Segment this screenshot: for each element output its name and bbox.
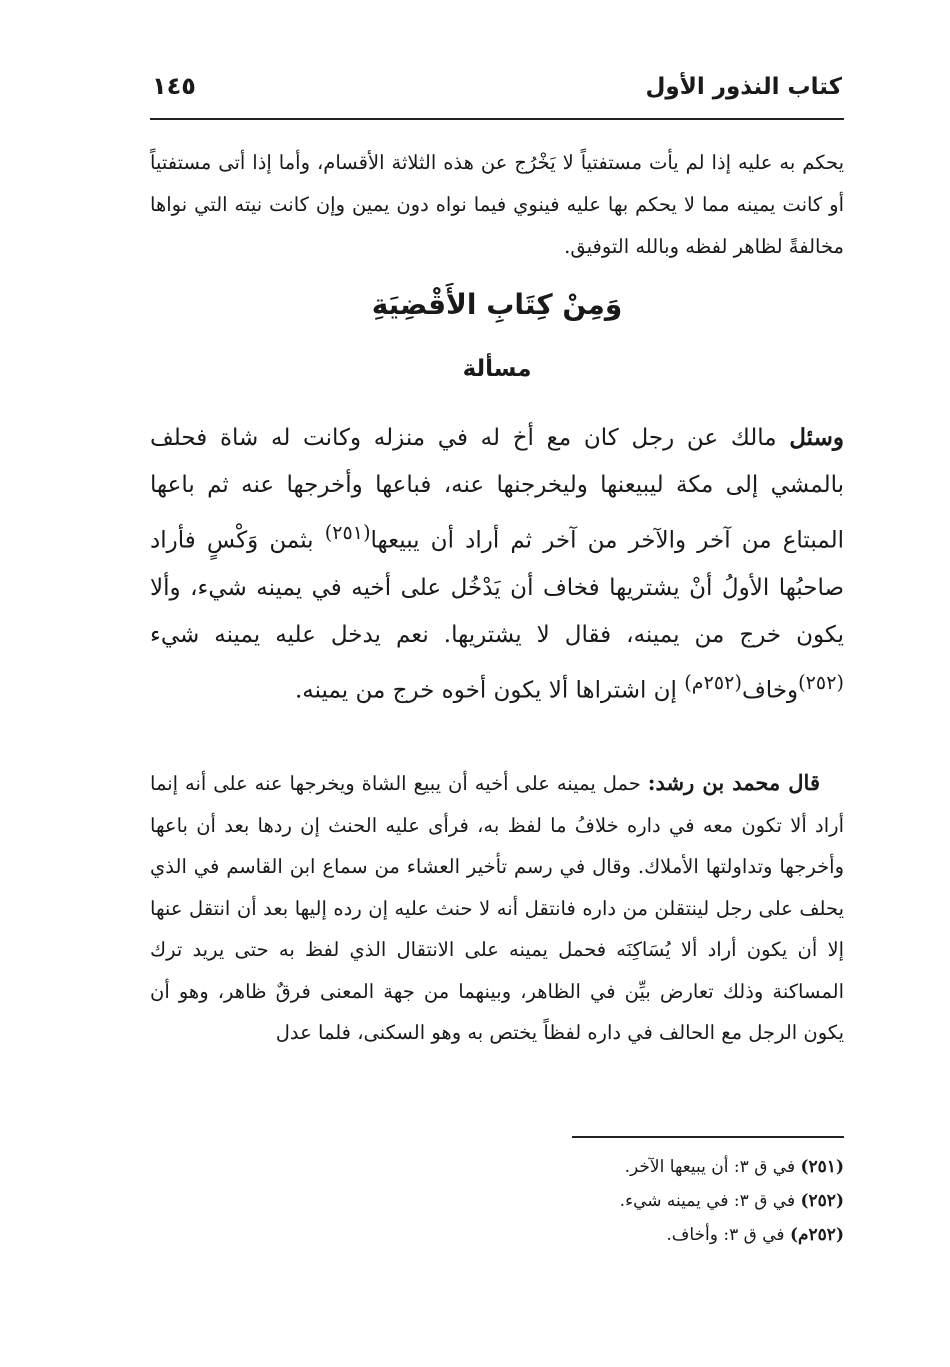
- running-title: كتاب النذور الأول: [645, 74, 842, 100]
- footnote-ref-252: (٢٥٢): [798, 670, 844, 694]
- footnote-item: [150, 1218, 844, 1252]
- footnote-text: في ق ٣: أن يبيعها الآخر.: [624, 1157, 801, 1177]
- footnote-number: (٢٥١): [800, 1157, 844, 1177]
- intro-paragraph: [150, 142, 844, 268]
- page-header: [152, 72, 842, 116]
- question-paragraph: [150, 414, 844, 714]
- question-text-3: وخاف: [741, 677, 799, 704]
- commentary-paragraph: [150, 762, 844, 1054]
- intro-text: يحكم به عليه إذا لم يأت مستفتياً لا يَخْرُج عن هذه الثلاثة الأقسام، وأما إذا أتى مستفتياً أو كانت يمينه مما لا يحكم بها عليه فينوي فيما نواه دون يمين وإن كانت نيته التي نواها مخالفةً لظاهر لفظه وبالله التوفيق.: [150, 151, 844, 258]
- question-lead: وسئل: [789, 424, 844, 451]
- question-text-1: مالك عن رجل كان مع أخ له في منزله وكانت له شاة فحلف بالمشي إلى مكة ليبيعنها وليخرجنها عنه، فباعها وأخرجها عنه ثم باعها المبتاع من آخر والآخر من آخر ثم أراد أن يبيعها: [150, 425, 845, 554]
- issue-heading: مسألة: [462, 356, 532, 382]
- commentary-text: حمل يمينه على أخيه أن يبيع الشاة ويخرجها عنه على أنه إنما أراد ألا تكون معه في داره خلافُ ما لفظ به، فرأى عليه الحنث إن ردها بعد أن باعها وأخرجها وتداولتها الأملاك. وقال في رسم تأخير العشاء من سماع ابن القاسم في الذي يحلف على رجل لينتقلن من داره فانتقل أنه لا حنث عليه إن رده إليها بعد أن انتقل عنها إلا أن يكون أراد ألا يُسَاكِنَه فحمل يمينه على الانتقال الذي لفظ به حتى يريد ترك المساكنة وذلك تعارض بيِّن في الظاهر، وبينهما من جهة المعنى فرقٌ ظاهر، وهو أن يكون الرجل مع الحالف في داره لفظاً يختص به وهو السكنى، فلما عدل: [150, 772, 844, 1044]
- footnote-number: (٢٥٢): [800, 1191, 844, 1211]
- footnote-number: (٢٥٢م): [789, 1225, 844, 1245]
- footnote-divider: [572, 1136, 844, 1138]
- question-text-4: إن اشتراها ألا يكون أخوه خرج من يمينه.: [294, 677, 685, 704]
- footnote-item: [150, 1150, 844, 1184]
- footnote-ref-251: (٢٥١): [324, 521, 371, 544]
- footnote-ref-252m: (٢٥٢م): [684, 670, 742, 694]
- footnotes: [150, 1150, 844, 1252]
- footnote-text: في ق ٣: وأخاف.: [666, 1225, 790, 1245]
- header-divider: [150, 118, 844, 120]
- footnote-text: في ق ٣: في يمينه شيء.: [619, 1191, 801, 1211]
- page-number: ١٤٥: [152, 72, 196, 100]
- footnote-item: [150, 1184, 844, 1218]
- question-text-2: بثمن وَكْسٍ فأراد صاحبُها الأولُ أنْ يشتريها فخاف أن يَدْخُل على أخيه في يمينه شيء، وألا يكون خرج من يمينه، فقال لا يشتريها. نعم يدخل عليه يمينه شيء: [150, 527, 844, 648]
- commentary-lead: قال محمد بن رشد:: [647, 770, 820, 795]
- section-heading: وَمِنْ كِتَابِ الأَقْضِيَةِ: [371, 288, 623, 321]
